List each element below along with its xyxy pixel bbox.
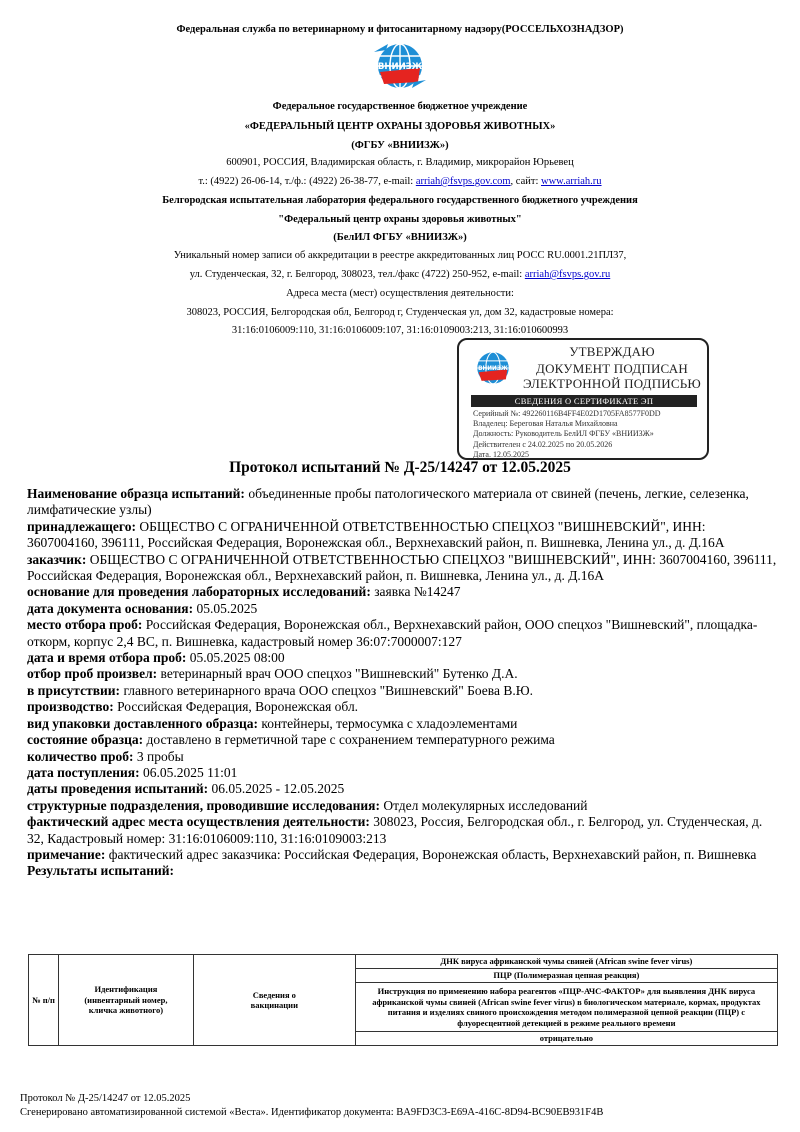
- test-instruction-cell: Инструкция по применению набора реагентов «ПЦР-АЧС-ФАКТОР» для выявления ДНК вируса африканской чумы свиней (African swine fever virus) в биологическом материале, кормах, продуктах питания и изделиях свиного происхождения методом полимеразной цепной реакции (ПЦР) с флуоресцентной детекцией в режиме реального времени: [355, 983, 777, 1032]
- field-value: 05.05.2025 08:00: [189, 650, 285, 666]
- field-presence: [27, 683, 777, 699]
- field-label: дата документа основания:: [27, 600, 194, 616]
- protocol-fields: [27, 486, 777, 880]
- field-production: [27, 699, 777, 715]
- field-value: Отдел молекулярных исследований: [383, 797, 588, 813]
- institution-type: Федеральное государственное бюджетное учреждение: [272, 101, 528, 112]
- field-label: принадлежащего:: [27, 518, 136, 534]
- field-basis: [27, 584, 777, 600]
- e-signature-stamp: [457, 338, 709, 460]
- col-header-vaccination: Сведения о вакцинации: [193, 955, 355, 1046]
- field-sample-name: [27, 486, 777, 519]
- field-customer: [27, 552, 777, 585]
- results-heading: Результаты испытаний:: [27, 863, 175, 879]
- footer-protocol-ref: Протокол № Д-25/14247 от 12.05.2025: [20, 1093, 191, 1104]
- field-label: в присутствии:: [27, 682, 121, 698]
- field-test-dates: [27, 781, 777, 797]
- field-label: структурные подразделения, проводившие исследования:: [27, 797, 380, 813]
- field-label: Наименование образца испытаний:: [27, 486, 245, 501]
- test-target-cell: ДНК вируса африканской чумы свиней (African swine fever virus): [355, 955, 777, 969]
- col-header-identification: Идентификация (инвентарный номер, кличка животного): [58, 955, 193, 1046]
- field-value: 06.05.2025 11:01: [142, 764, 238, 780]
- cadastral-numbers: 31:16:0106009:110, 31:16:0106009:107, 31:16:0109003:213, 31:16:010600993: [231, 325, 569, 336]
- field-value: Российская Федерация, Воронежская обл., Верхнехавский район, ООО спецхоз "Вишневский", площадка-откорм, корпус 2,4 ВС, п. Вишневка, кадастровый номер 36:07:7000007:127: [27, 617, 758, 649]
- activity-address: 308023, РОССИЯ, Белгородская обл, Белгород г, Студенческая ул, дом 32, кадастровые номера:: [186, 307, 614, 318]
- field-label: место отбора проб:: [27, 617, 143, 633]
- lab-center: "Федеральный центр охраны здоровья животных": [278, 214, 522, 225]
- stamp-e-signature: ЭЛЕКТРОННОЙ ПОДПИСЬЮ: [523, 376, 701, 391]
- field-sampled-by: [27, 666, 777, 682]
- stamp-logo: [473, 348, 513, 388]
- stamp-date: Дата. 12.05.2025: [473, 450, 529, 459]
- stamp-cert-bar: СВЕДЕНИЯ О СЕРТИФИКАТЕ ЭП: [471, 395, 697, 407]
- field-value: 308023, Россия, Белгородская обл., г. Белгород, ул. Студенческая, д. 32, Кадастровый номер: 31:16:0106009:110, 31:16:0109003:213: [27, 814, 763, 846]
- field-label: состояние образца:: [27, 732, 144, 748]
- institution-address: 600901, РОССИЯ, Владимирская область, г. Владимир, микрорайон Юрьевец: [226, 157, 574, 168]
- field-label: отбор проб произвел:: [27, 666, 158, 682]
- field-value: ОБЩЕСТВО С ОГРАНИЧЕННОЙ ОТВЕТСТВЕННОСТЬЮ СПЕЦХОЗ "ВИШНЕВСКИЙ", ИНН: 3607004160, 396111, Российская Федерация, Воронежская обл., Верхнехавский район, п. Вишневка, Ленина ул., д. Д.16А: [27, 551, 777, 584]
- agency-name: Федеральная служба по ветеринарному и фитосанитарному надзору(РОССЕЛЬХОЗНАДЗОР): [176, 24, 624, 35]
- field-value: 3 пробы: [136, 748, 184, 764]
- field-sample-condition: [27, 732, 777, 748]
- field-value: доставлено в герметичной таре с сохранением температурного режима: [146, 732, 555, 748]
- field-packaging: [27, 716, 777, 732]
- stamp-position: Должность: Руководитель БелИЛ ФГБУ «ВНИИЗЖ»: [473, 429, 654, 438]
- email-link[interactable]: arriah@fsvps.gov.com: [415, 176, 511, 187]
- field-value: объединенные пробы патологического материала от свиней (печень, легкие, селезенка, лимфатические узлы): [27, 486, 749, 518]
- field-label: количество проб:: [27, 748, 134, 764]
- field-label: производство:: [27, 699, 114, 715]
- field-owner: [27, 519, 777, 552]
- field-value: фактический адрес заказчика: Российская Федерация, Воронежская область, Верхнехавский район, п. Вишневка: [108, 846, 757, 862]
- lab-name: Белгородская испытательная лаборатория федерального государственного бюджетного учреждения: [162, 195, 638, 206]
- field-label: заказчик:: [27, 551, 87, 567]
- field-label: дата и время отбора проб:: [27, 650, 187, 666]
- field-value: контейнеры, термосумка с хладоэлементами: [261, 715, 518, 731]
- vniizzh-logo: [372, 38, 428, 94]
- field-value: ОБЩЕСТВО С ОГРАНИЧЕННОЙ ОТВЕТСТВЕННОСТЬЮ СПЕЦХОЗ "ВИШНЕВСКИЙ", ИНН: 3607004160, 396111, Российская Федерация, Воронежская обл., Верхнехавский район, п. Вишневка, Ленина ул., д. Д.16А: [27, 518, 725, 551]
- field-value: ветеринарный врач ООО спецхоз "Вишневский" Бутенко Д.А.: [160, 666, 518, 682]
- field-label: вид упаковки доставленного образца:: [27, 715, 259, 731]
- results-table: [28, 954, 778, 1046]
- logo-text: ВНИИЗЖ: [377, 62, 423, 72]
- accreditation: Уникальный номер записи об аккредитации в реестре аккредитованных лиц РОСС RU.0001.21ПЛ37,: [173, 250, 627, 261]
- field-value: главного ветеринарного врача ООО спецхоз "Вишневский" Боева В.Ю.: [123, 682, 533, 698]
- stamp-approve: УТВЕРЖДАЮ: [569, 344, 655, 359]
- stamp-logo-text: ВНИИЗЖ: [478, 366, 508, 373]
- field-label: фактический адрес места осуществления деятельности:: [27, 814, 370, 830]
- stamp-serial: Серийный №: 492260116B4FF4E02D1705FA8577F0DD: [473, 409, 661, 418]
- field-actual-address: [27, 814, 777, 847]
- field-departments: [27, 798, 777, 814]
- col-header-number: № п/п: [29, 955, 59, 1046]
- field-value: 06.05.2025 - 12.05.2025: [211, 781, 345, 797]
- lab-contacts: [0, 268, 800, 282]
- institution-name: «ФЕДЕРАЛЬНЫЙ ЦЕНТР ОХРАНЫ ЗДОРОВЬЯ ЖИВОТНЫХ»: [244, 121, 556, 132]
- contacts-text: т.: (4922) 26-06-14, т./ф.: (4922) 26-38-77, e-mail:: [198, 176, 416, 187]
- field-basis-date: [27, 601, 777, 617]
- stamp-signed: ДОКУМЕНТ ПОДПИСАН: [536, 361, 688, 376]
- field-value: 05.05.2025: [196, 600, 258, 616]
- field-sampling-datetime: [27, 650, 777, 666]
- activity-addresses-label: Адреса места (мест) осуществления деятельности:: [286, 288, 514, 299]
- field-sampling-place: [27, 617, 777, 650]
- site-prefix: , сайт:: [510, 176, 541, 187]
- field-value: Российская Федерация, Воронежская обл.: [117, 699, 359, 715]
- lab-short: (БелИЛ ФГБУ «ВНИИЗЖ»): [333, 232, 467, 243]
- field-receipt-date: [27, 765, 777, 781]
- field-label: основание для проведения лабораторных исследований:: [27, 584, 371, 600]
- stamp-owner: Владелец: Береговая Наталья Михайловна: [473, 419, 618, 428]
- lab-contacts-text: ул. Студенческая, 32, г. Белгород, 308023, тел./факс (4722) 250-952, e-mail:: [189, 269, 525, 280]
- field-note: [27, 847, 777, 863]
- test-method-cell: ПЦР (Полимеразная цепная реакция): [355, 969, 777, 983]
- footer-generated: Сгенерировано автоматизированной системой «Веста». Идентификатор документа: BA9FD3C3-E69A-416C-8D94-BC90EB931F4B: [20, 1107, 604, 1118]
- field-sample-count: [27, 749, 777, 765]
- institution-short: (ФГБУ «ВНИИЗЖ»): [351, 140, 449, 151]
- result-cell: отрицательно: [355, 1032, 777, 1046]
- field-value: заявка №14247: [374, 584, 461, 600]
- field-label: даты проведения испытаний:: [27, 781, 209, 797]
- field-label: дата поступления:: [27, 764, 140, 780]
- lab-email-link[interactable]: arriah@fsvps.gov.ru: [524, 269, 611, 280]
- site-link[interactable]: www.arriah.ru: [541, 176, 602, 187]
- institution-contacts: [0, 175, 800, 189]
- protocol-title: Протокол испытаний № Д-25/14247 от 12.05.2025: [229, 459, 571, 476]
- field-label: примечание:: [27, 846, 106, 862]
- stamp-valid: Действителен с 24.02.2025 по 20.05.2026: [473, 440, 613, 449]
